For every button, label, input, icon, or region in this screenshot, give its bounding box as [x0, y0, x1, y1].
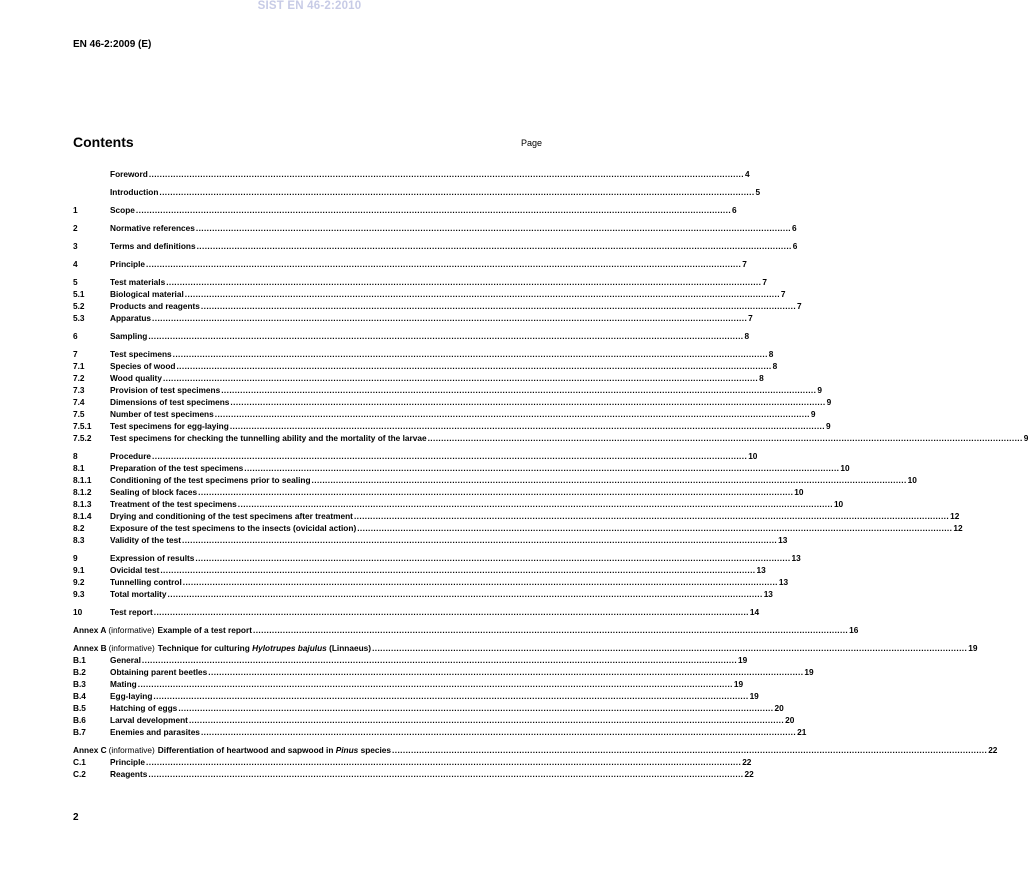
toc-title: Sampling	[110, 331, 148, 341]
toc-entry[interactable]	[73, 714, 795, 726]
toc-number: 8	[73, 451, 78, 461]
toc-annex-label: Annex A	[73, 625, 107, 635]
toc-annex-status: (informative)	[108, 643, 155, 653]
toc-title: Foreword	[110, 169, 148, 179]
toc-page-number: 12	[950, 511, 960, 521]
toc-number: 9.3	[73, 589, 85, 599]
toc-title: Dimensions of test specimens	[110, 397, 230, 407]
toc-dot-leader: ............................................................................................................................................................................................................................	[198, 487, 794, 497]
toc-dot-leader: ............................................................................................................................................................................................................................	[146, 259, 742, 269]
toc-entry[interactable]	[73, 690, 759, 702]
toc-page-number: 12	[953, 523, 963, 533]
toc-annex-entry[interactable]	[73, 744, 998, 756]
toc-number: 3	[73, 241, 78, 251]
toc-dot-leader: ............................................................................................................................................................................................................................	[372, 643, 968, 653]
page-column-label: Page	[521, 138, 543, 148]
toc-page-number: 7	[748, 313, 753, 323]
toc-page-number: 8	[772, 361, 778, 371]
toc-number: 7.5.1	[73, 421, 92, 431]
toc-number: B.3	[73, 679, 86, 689]
toc-page-number: 5	[755, 187, 761, 197]
toc-entry[interactable]	[73, 276, 767, 288]
toc-page-number: 20	[785, 715, 795, 725]
toc-entry[interactable]	[73, 240, 798, 252]
toc-title	[158, 744, 391, 756]
toc-dot-leader: ............................................................................................................................................................................................................................	[253, 625, 849, 635]
toc-dot-leader: ............................................................................................................................................................................................................................	[237, 499, 833, 509]
toc-number: 8.1.3	[73, 499, 92, 509]
toc-entry[interactable]	[73, 330, 750, 342]
toc-page-number: 13	[778, 577, 789, 587]
toc-page-number: 10	[907, 475, 917, 485]
toc-dot-leader: ............................................................................................................................................................................................................................	[182, 535, 778, 545]
toc-page-number: 19	[804, 667, 814, 677]
toc-dot-leader: ............................................................................................................................................................................................................................	[159, 187, 755, 197]
toc-entry[interactable]	[73, 486, 804, 498]
toc-number: B.2	[73, 667, 86, 677]
toc-dot-leader: ............................................................................................................................................................................................................................	[353, 511, 950, 521]
toc-entry[interactable]	[73, 348, 774, 360]
toc-entry[interactable]	[73, 450, 758, 462]
toc-title: Principle	[110, 259, 146, 269]
toc-page-number: 19	[738, 655, 748, 665]
toc-entry[interactable]	[73, 702, 784, 714]
toc-number: 1	[73, 205, 78, 215]
toc-dot-leader: ............................................................................................................................................................................................................................	[195, 553, 791, 563]
toc-dot-leader: ............................................................................................................................................................................................................................	[162, 373, 759, 383]
toc-number: 8.2	[73, 523, 85, 533]
toc-entry[interactable]	[73, 726, 807, 738]
toc-number: 9.1	[73, 565, 85, 575]
toc-entry[interactable]	[73, 654, 748, 666]
contents-title: Contents	[73, 134, 134, 150]
toc-title: Larval development	[110, 715, 188, 725]
toc-number: 6	[73, 331, 78, 341]
toc-entry[interactable]	[73, 510, 960, 522]
toc-dot-leader: ............................................................................................................................................................................................................................	[172, 349, 768, 359]
toc-page-number: 14	[749, 607, 760, 617]
toc-title: Validity of the test	[110, 535, 181, 545]
toc-title: Provision of test specimens	[110, 385, 221, 395]
toc-dot-leader: ............................................................................................................................................................................................................................	[196, 241, 792, 251]
toc-title: Terms and definitions	[110, 241, 196, 251]
toc-number: 8.1.4	[73, 511, 92, 521]
toc-dot-leader: ............................................................................................................................................................................................................................	[200, 727, 797, 737]
toc-dot-leader: ............................................................................................................................................................................................................................	[146, 757, 742, 767]
toc-number: 5.2	[73, 301, 85, 311]
toc-dot-leader: ............................................................................................................................................................................................................................	[230, 397, 826, 407]
toc-entry[interactable]	[73, 552, 801, 564]
toc-entry[interactable]	[73, 168, 750, 180]
toc-annex-entry[interactable]	[73, 624, 859, 636]
toc-dot-leader: ............................................................................................................................................................................................................................	[427, 433, 1023, 443]
toc-title: Preparation of the test specimens	[110, 463, 244, 473]
toc-title: Conditioning of the test specimens prior to sealing	[110, 475, 311, 485]
toc-page-number: 8	[768, 349, 774, 359]
toc-dot-leader: ............................................................................................................................................................................................................................	[195, 223, 791, 233]
toc-dot-leader: ............................................................................................................................................................................................................................	[148, 331, 744, 341]
toc-number: 7.4	[73, 397, 85, 407]
toc-dot-leader: ............................................................................................................................................................................................................................	[135, 205, 732, 215]
toc-dot-leader: ............................................................................................................................................................................................................................	[214, 409, 810, 419]
toc-page-number: 8	[759, 373, 764, 383]
toc-title: Example of a test report	[157, 625, 252, 635]
toc-title-part: Differentiation of heartwood and sapwood in	[157, 745, 336, 755]
toc-title: Wood quality	[110, 373, 162, 383]
toc-number: C.2	[73, 769, 86, 779]
toc-title: Test report	[110, 607, 153, 617]
toc-number: 7.3	[73, 385, 85, 395]
toc-title: Apparatus	[110, 313, 152, 323]
toc-number: B.4	[73, 691, 86, 701]
toc-dot-leader: ............................................................................................................................................................................................................................	[160, 565, 756, 575]
toc-title: Enemies and parasites	[110, 727, 200, 737]
toc-number: 7.1	[73, 361, 85, 371]
toc-title: Procedure	[110, 451, 152, 461]
toc-number: 5.1	[73, 289, 85, 299]
toc-page-number: 13	[756, 565, 766, 575]
toc-number: 8.3	[73, 535, 85, 545]
toc-entry[interactable]	[73, 432, 1028, 444]
toc-page-number: 10	[840, 463, 850, 473]
toc-title: Obtaining parent beetles	[110, 667, 208, 677]
toc-title: Number of test specimens	[110, 409, 214, 419]
toc-number: B.6	[73, 715, 86, 725]
toc-page-number: 10	[748, 451, 758, 461]
toc-page-number: 6	[732, 205, 737, 215]
toc-title: Sealing of block faces	[110, 487, 198, 497]
toc-title: Mating	[110, 679, 137, 689]
toc-page-number: 8	[744, 331, 750, 341]
toc-number: 5.3	[73, 313, 85, 323]
toc-dot-leader: ............................................................................................................................................................................................................................	[137, 679, 733, 689]
toc-page-number: 9	[1023, 433, 1028, 443]
toc-page-number: 6	[792, 241, 798, 251]
toc-title: Test specimens for checking the tunnelling ability and the mortality of the larvae	[110, 433, 427, 443]
toc-entry[interactable]	[73, 186, 761, 198]
toc-page-number: 7	[780, 289, 786, 299]
toc-dot-leader: ............................................................................................................................................................................................................................	[184, 289, 780, 299]
toc-page-number: 4	[744, 169, 750, 179]
toc-title: Introduction	[110, 187, 159, 197]
toc-dot-leader: ............................................................................................................................................................................................................................	[188, 715, 785, 725]
toc-page-number: 9	[826, 397, 832, 407]
toc-title: Hatching of eggs	[110, 703, 178, 713]
toc-page-number: 10	[833, 499, 844, 509]
toc-number: C.1	[73, 757, 86, 767]
toc-number: B.5	[73, 703, 86, 713]
toc-dot-leader: ............................................................................................................................................................................................................................	[229, 421, 825, 431]
toc-entry[interactable]	[73, 408, 816, 420]
toc-entry[interactable]	[73, 288, 786, 300]
toc-page-number: 19	[749, 691, 759, 701]
watermark: SIST EN 46-2:2010	[257, 0, 362, 12]
toc-entry[interactable]	[73, 576, 789, 588]
toc-title: Treatment of the test specimens	[110, 499, 237, 509]
toc-page-number: 20	[774, 703, 784, 713]
toc-dot-leader: ............................................................................................................................................................................................................................	[152, 451, 748, 461]
toc-page-number: 22	[744, 769, 754, 779]
toc-annex-status: (informative)	[108, 745, 155, 755]
toc-page-number: 9	[817, 385, 822, 395]
toc-entry[interactable]	[73, 384, 822, 396]
toc-page-number: 13	[778, 535, 788, 545]
toc-dot-leader: ............................................................................................................................................................................................................................	[208, 667, 804, 677]
toc-dot-leader: ............................................................................................................................................................................................................................	[141, 655, 738, 665]
toc-number: 7.5	[73, 409, 85, 419]
toc-page-number: 22	[988, 745, 998, 755]
toc-title: General	[110, 655, 141, 665]
toc-entry[interactable]	[73, 756, 752, 768]
toc-entry[interactable]	[73, 372, 764, 384]
toc-number: 8.1	[73, 463, 85, 473]
toc-entry[interactable]	[73, 258, 747, 270]
toc-number: 7	[73, 349, 78, 359]
toc-page-number: 9	[825, 421, 831, 431]
toc-dot-leader: ............................................................................................................................................................................................................................	[148, 169, 744, 179]
toc-number: 5	[73, 277, 78, 287]
toc-title: Test specimens for egg-laying	[110, 421, 229, 431]
toc-title: Normative references	[110, 223, 195, 233]
toc-entry[interactable]	[73, 534, 788, 546]
toc-dot-leader: ............................................................................................................................................................................................................................	[392, 745, 988, 755]
toc-title: Exposure of the test specimens to the insects (ovicidal action)	[110, 523, 357, 533]
toc-annex-label: Annex B	[73, 643, 107, 653]
toc-page-number: 7	[742, 259, 747, 269]
page-number: 2	[73, 812, 79, 823]
toc-dot-leader: ............................................................................................................................................................................................................................	[357, 523, 953, 533]
toc-page-number: 22	[742, 757, 752, 767]
toc-annex-label: Annex C	[73, 745, 107, 755]
toc-title: Scope	[110, 205, 135, 215]
toc-number: 9.2	[73, 577, 85, 587]
toc-title: Test specimens	[110, 349, 172, 359]
toc-number: 8.1.2	[73, 487, 92, 497]
toc-entry[interactable]	[73, 474, 917, 486]
toc-entry[interactable]	[73, 300, 802, 312]
toc-page-number: 19	[733, 679, 744, 689]
toc-title-species: Hylotrupes bajulus	[252, 643, 327, 653]
toc-dot-leader: ............................................................................................................................................................................................................................	[167, 589, 763, 599]
toc-annex-entry[interactable]	[73, 642, 978, 654]
toc-title	[158, 642, 371, 654]
toc-number: 7.2	[73, 373, 85, 383]
toc-entry[interactable]	[73, 678, 744, 690]
toc-title: Test materials	[110, 277, 166, 287]
toc-title: Biological material	[110, 289, 184, 299]
toc-number: 8.1.1	[73, 475, 92, 485]
toc-dot-leader: ............................................................................................................................................................................................................................	[153, 691, 749, 701]
toc-entry[interactable]	[73, 312, 753, 324]
toc-dot-leader: ............................................................................................................................................................................................................................	[176, 361, 772, 371]
toc-dot-leader: ............................................................................................................................................................................................................................	[148, 769, 744, 779]
toc-page-number: 7	[797, 301, 802, 311]
toc-dot-leader: ............................................................................................................................................................................................................................	[311, 475, 907, 485]
toc-number: B.1	[73, 655, 86, 665]
toc-number: 9	[73, 553, 78, 563]
toc-annex-status: (informative)	[108, 625, 155, 635]
toc-entry[interactable]	[73, 768, 754, 780]
toc-page-number: 7	[762, 277, 767, 287]
toc-entry[interactable]	[73, 606, 760, 618]
toc-title: Products and reagents	[110, 301, 200, 311]
toc-title: Expression of results	[110, 553, 195, 563]
toc-entry[interactable]	[73, 666, 814, 678]
toc-entry[interactable]	[73, 462, 850, 474]
toc-title-part: (Linnaeus)	[326, 643, 372, 653]
toc-entry[interactable]	[73, 564, 766, 576]
toc-dot-leader: ............................................................................................................................................................................................................................	[166, 277, 762, 287]
toc-title: Species of wood	[110, 361, 176, 371]
toc-page-number: 16	[849, 625, 859, 635]
toc-page-number: 21	[797, 727, 807, 737]
toc-number: 10	[73, 607, 83, 617]
table-of-contents	[73, 168, 1028, 780]
toc-title: Drying and conditioning of the test specimens after treatment	[110, 511, 353, 521]
toc-entry[interactable]	[73, 396, 832, 408]
toc-title-species: Pinus	[335, 745, 359, 755]
toc-dot-leader: ............................................................................................................................................................................................................................	[221, 385, 817, 395]
toc-number: 4	[73, 259, 78, 269]
toc-dot-leader: ............................................................................................................................................................................................................................	[178, 703, 774, 713]
toc-page-number: 10	[794, 487, 804, 497]
toc-number: B.7	[73, 727, 86, 737]
toc-title: Tunnelling control	[110, 577, 182, 587]
toc-title: Principle	[110, 757, 146, 767]
toc-entry[interactable]	[73, 588, 773, 600]
toc-dot-leader: ............................................................................................................................................................................................................................	[152, 313, 748, 323]
toc-dot-leader: ............................................................................................................................................................................................................................	[244, 463, 840, 473]
toc-entry[interactable]	[73, 222, 797, 234]
toc-page-number: 6	[792, 223, 797, 233]
toc-entry[interactable]	[73, 204, 737, 216]
toc-title-part: species	[358, 745, 392, 755]
toc-title: Total mortality	[110, 589, 167, 599]
toc-entry[interactable]	[73, 360, 778, 372]
toc-title: Ovicidal test	[110, 565, 160, 575]
standard-id: EN 46-2:2009 (E)	[73, 39, 152, 50]
toc-page-number: 13	[763, 589, 773, 599]
toc-number: 7.5.2	[73, 433, 92, 443]
toc-title: Egg-laying	[110, 691, 153, 701]
toc-entry[interactable]	[73, 420, 831, 432]
toc-page-number: 9	[810, 409, 816, 419]
toc-dot-leader: ............................................................................................................................................................................................................................	[153, 607, 749, 617]
toc-entry[interactable]	[73, 498, 844, 510]
toc-page-number: 13	[791, 553, 801, 563]
toc-dot-leader: ............................................................................................................................................................................................................................	[182, 577, 778, 587]
toc-number: 2	[73, 223, 78, 233]
toc-page-number: 19	[968, 643, 978, 653]
toc-title: Reagents	[110, 769, 148, 779]
toc-title-part: Technique for culturing	[157, 643, 253, 653]
toc-entry[interactable]	[73, 522, 963, 534]
toc-dot-leader: ............................................................................................................................................................................................................................	[200, 301, 797, 311]
